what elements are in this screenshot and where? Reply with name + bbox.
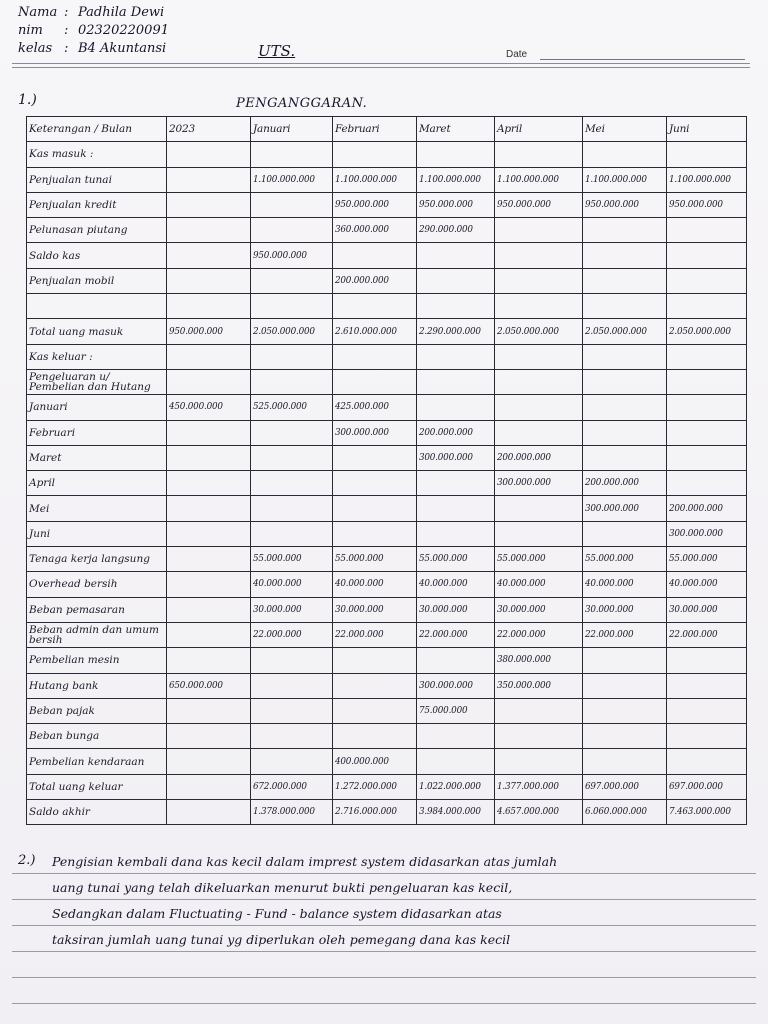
amount-cell bbox=[251, 471, 333, 496]
name-line bbox=[18, 6, 164, 19]
question-1-title: PENGANGGARAN. bbox=[236, 96, 368, 111]
name-sep: : bbox=[64, 5, 69, 20]
row-label: April bbox=[27, 471, 167, 496]
amount-cell: 450.000.000 bbox=[167, 395, 251, 420]
amount-cell: 697.000.000 bbox=[583, 774, 667, 799]
amount-cell: 22.000.000 bbox=[495, 622, 583, 647]
amount-cell bbox=[495, 369, 583, 394]
amount-cell: 30.000.000 bbox=[251, 597, 333, 622]
amount-cell bbox=[251, 521, 333, 546]
amount-cell: 200.000.000 bbox=[333, 268, 417, 293]
table-row bbox=[27, 294, 747, 319]
amount-cell: 30.000.000 bbox=[667, 597, 747, 622]
amount-cell: 525.000.000 bbox=[251, 395, 333, 420]
amount-cell bbox=[167, 369, 251, 394]
amount-cell bbox=[251, 344, 333, 369]
row-label: Kas masuk : bbox=[27, 142, 167, 167]
table-row bbox=[27, 395, 747, 420]
row-label: Beban bunga bbox=[27, 724, 167, 749]
row-label: Beban admin dan umum bersih bbox=[27, 622, 167, 647]
ruled-line bbox=[12, 899, 756, 900]
amount-cell: 200.000.000 bbox=[417, 420, 495, 445]
amount-cell bbox=[417, 142, 495, 167]
table-row bbox=[27, 698, 747, 723]
table-row bbox=[27, 800, 747, 825]
exam-title: UTS. bbox=[258, 42, 296, 60]
amount-cell: 290.000.000 bbox=[417, 218, 495, 243]
amount-cell bbox=[417, 496, 495, 521]
amount-cell bbox=[167, 268, 251, 293]
amount-cell: 75.000.000 bbox=[417, 698, 495, 723]
header-month: Mei bbox=[583, 117, 667, 142]
amount-cell bbox=[667, 294, 747, 319]
amount-cell bbox=[167, 521, 251, 546]
header-month: Februari bbox=[333, 117, 417, 142]
amount-cell bbox=[251, 420, 333, 445]
amount-cell bbox=[495, 218, 583, 243]
row-label: Beban pemasaran bbox=[27, 597, 167, 622]
amount-cell bbox=[251, 673, 333, 698]
amount-cell bbox=[251, 218, 333, 243]
amount-cell bbox=[583, 395, 667, 420]
amount-cell bbox=[167, 698, 251, 723]
amount-cell bbox=[667, 420, 747, 445]
amount-cell bbox=[495, 521, 583, 546]
table-row bbox=[27, 445, 747, 470]
answer-line-1: Pengisian kembali dana kas kecil dalam imprest system didasarkan atas jumlah bbox=[52, 854, 558, 869]
amount-cell bbox=[583, 420, 667, 445]
amount-cell bbox=[417, 471, 495, 496]
header-rule-2 bbox=[12, 67, 750, 68]
amount-cell bbox=[167, 167, 251, 192]
amount-cell: 1.100.000.000 bbox=[495, 167, 583, 192]
table-row bbox=[27, 572, 747, 597]
question-1-number: 1.) bbox=[18, 92, 37, 108]
header-rule bbox=[12, 63, 750, 64]
amount-cell: 1.100.000.000 bbox=[667, 167, 747, 192]
amount-cell bbox=[167, 547, 251, 572]
header-month: Juni bbox=[667, 117, 747, 142]
ruled-line bbox=[12, 951, 756, 952]
row-label bbox=[27, 294, 167, 319]
amount-cell: 55.000.000 bbox=[417, 547, 495, 572]
amount-cell bbox=[495, 268, 583, 293]
table-row bbox=[27, 192, 747, 217]
amount-cell bbox=[667, 395, 747, 420]
header-month: 2023 bbox=[167, 117, 251, 142]
amount-cell: 55.000.000 bbox=[495, 547, 583, 572]
amount-cell: 300.000.000 bbox=[417, 445, 495, 470]
table-row bbox=[27, 142, 747, 167]
amount-cell: 400.000.000 bbox=[333, 749, 417, 774]
amount-cell bbox=[251, 142, 333, 167]
amount-cell bbox=[583, 673, 667, 698]
row-label: Beban pajak bbox=[27, 698, 167, 723]
amount-cell: 950.000.000 bbox=[333, 192, 417, 217]
amount-cell bbox=[333, 243, 417, 268]
amount-cell: 40.000.000 bbox=[251, 572, 333, 597]
amount-cell bbox=[417, 749, 495, 774]
amount-cell bbox=[251, 294, 333, 319]
class-sep: : bbox=[64, 41, 69, 56]
amount-cell bbox=[667, 142, 747, 167]
row-label: Juni bbox=[27, 521, 167, 546]
amount-cell: 55.000.000 bbox=[667, 547, 747, 572]
amount-cell: 2.050.000.000 bbox=[583, 319, 667, 344]
table-header-row bbox=[27, 117, 747, 142]
amount-cell bbox=[251, 369, 333, 394]
amount-cell: 1.378.000.000 bbox=[251, 800, 333, 825]
amount-cell bbox=[495, 294, 583, 319]
amount-cell: 380.000.000 bbox=[495, 648, 583, 673]
table-row bbox=[27, 496, 747, 521]
amount-cell bbox=[583, 369, 667, 394]
amount-cell bbox=[333, 521, 417, 546]
amount-cell bbox=[583, 445, 667, 470]
amount-cell bbox=[333, 445, 417, 470]
amount-cell bbox=[583, 521, 667, 546]
amount-cell: 360.000.000 bbox=[333, 218, 417, 243]
row-label: Mei bbox=[27, 496, 167, 521]
table-row bbox=[27, 319, 747, 344]
amount-cell bbox=[167, 192, 251, 217]
amount-cell bbox=[667, 344, 747, 369]
amount-cell bbox=[667, 243, 747, 268]
amount-cell bbox=[667, 724, 747, 749]
amount-cell bbox=[417, 344, 495, 369]
date-label: Date bbox=[506, 49, 528, 60]
amount-cell bbox=[167, 648, 251, 673]
header-month: Januari bbox=[251, 117, 333, 142]
row-label: Pengeluaran u/ Pembelian dan Hutang bbox=[27, 369, 167, 394]
row-label: Tenaga kerja langsung bbox=[27, 547, 167, 572]
ruled-line bbox=[12, 1003, 756, 1004]
row-label: Pembelian kendaraan bbox=[27, 749, 167, 774]
amount-cell bbox=[333, 369, 417, 394]
row-label: Total uang keluar bbox=[27, 774, 167, 799]
amount-cell: 22.000.000 bbox=[333, 622, 417, 647]
amount-cell bbox=[495, 496, 583, 521]
amount-cell bbox=[167, 344, 251, 369]
amount-cell: 697.000.000 bbox=[667, 774, 747, 799]
row-label: Penjualan mobil bbox=[27, 268, 167, 293]
table-row bbox=[27, 673, 747, 698]
amount-cell: 300.000.000 bbox=[583, 496, 667, 521]
row-label: Saldo kas bbox=[27, 243, 167, 268]
amount-cell: 2.290.000.000 bbox=[417, 319, 495, 344]
amount-cell bbox=[251, 445, 333, 470]
amount-cell bbox=[333, 344, 417, 369]
answer-line-2: uang tunai yang telah dikeluarkan menurut bukti pengeluaran kas kecil, bbox=[52, 880, 513, 895]
question-2-number: 2.) bbox=[18, 853, 36, 868]
amount-cell bbox=[417, 395, 495, 420]
amount-cell: 30.000.000 bbox=[333, 597, 417, 622]
ruled-line bbox=[12, 873, 756, 874]
amount-cell: 1.377.000.000 bbox=[495, 774, 583, 799]
amount-cell: 2.610.000.000 bbox=[333, 319, 417, 344]
amount-cell bbox=[167, 218, 251, 243]
amount-cell bbox=[667, 648, 747, 673]
amount-cell: 4.657.000.000 bbox=[495, 800, 583, 825]
amount-cell: 40.000.000 bbox=[667, 572, 747, 597]
row-label: Pembelian mesin bbox=[27, 648, 167, 673]
amount-cell bbox=[583, 142, 667, 167]
table-row bbox=[27, 243, 747, 268]
header-month: Maret bbox=[417, 117, 495, 142]
amount-cell bbox=[167, 243, 251, 268]
amount-cell: 200.000.000 bbox=[495, 445, 583, 470]
nim-sep: : bbox=[64, 23, 69, 38]
table-row bbox=[27, 369, 747, 394]
table-row bbox=[27, 749, 747, 774]
table-row bbox=[27, 521, 747, 546]
class-value: B4 Akuntansi bbox=[78, 41, 167, 56]
amount-cell bbox=[167, 597, 251, 622]
ruled-line bbox=[12, 977, 756, 978]
amount-cell bbox=[333, 496, 417, 521]
table-row bbox=[27, 547, 747, 572]
amount-cell bbox=[333, 294, 417, 319]
amount-cell: 40.000.000 bbox=[495, 572, 583, 597]
amount-cell: 22.000.000 bbox=[667, 622, 747, 647]
amount-cell: 22.000.000 bbox=[417, 622, 495, 647]
amount-cell: 7.463.000.000 bbox=[667, 800, 747, 825]
amount-cell: 30.000.000 bbox=[417, 597, 495, 622]
amount-cell bbox=[667, 268, 747, 293]
amount-cell bbox=[495, 749, 583, 774]
amount-cell: 300.000.000 bbox=[417, 673, 495, 698]
amount-cell bbox=[667, 369, 747, 394]
amount-cell: 350.000.000 bbox=[495, 673, 583, 698]
amount-cell bbox=[251, 192, 333, 217]
row-label: Saldo akhir bbox=[27, 800, 167, 825]
amount-cell: 1.100.000.000 bbox=[583, 167, 667, 192]
amount-cell: 22.000.000 bbox=[251, 622, 333, 647]
amount-cell bbox=[251, 724, 333, 749]
amount-cell bbox=[251, 698, 333, 723]
amount-cell: 6.060.000.000 bbox=[583, 800, 667, 825]
amount-cell bbox=[417, 243, 495, 268]
table-row bbox=[27, 420, 747, 445]
amount-cell: 950.000.000 bbox=[667, 192, 747, 217]
amount-cell bbox=[667, 471, 747, 496]
amount-cell: 2.050.000.000 bbox=[495, 319, 583, 344]
amount-cell: 2.050.000.000 bbox=[667, 319, 747, 344]
amount-cell bbox=[167, 724, 251, 749]
amount-cell bbox=[583, 243, 667, 268]
amount-cell bbox=[167, 142, 251, 167]
table-row bbox=[27, 597, 747, 622]
amount-cell: 1.100.000.000 bbox=[417, 167, 495, 192]
amount-cell: 650.000.000 bbox=[167, 673, 251, 698]
ruled-line bbox=[12, 925, 756, 926]
amount-cell bbox=[167, 749, 251, 774]
amount-cell bbox=[417, 521, 495, 546]
amount-cell: 950.000.000 bbox=[417, 192, 495, 217]
amount-cell: 55.000.000 bbox=[333, 547, 417, 572]
amount-cell: 30.000.000 bbox=[583, 597, 667, 622]
amount-cell bbox=[333, 698, 417, 723]
header-description: Keterangan / Bulan bbox=[27, 117, 167, 142]
date-line bbox=[540, 59, 745, 60]
nim-value: 02320220091 bbox=[78, 23, 169, 38]
answer-line-4: taksiran jumlah uang tunai yg diperlukan oleh pemegang dana kas kecil bbox=[52, 932, 511, 947]
amount-cell bbox=[251, 648, 333, 673]
amount-cell bbox=[417, 648, 495, 673]
amount-cell: 300.000.000 bbox=[333, 420, 417, 445]
row-label: Maret bbox=[27, 445, 167, 470]
amount-cell bbox=[495, 243, 583, 268]
amount-cell bbox=[417, 369, 495, 394]
amount-cell bbox=[583, 749, 667, 774]
amount-cell: 22.000.000 bbox=[583, 622, 667, 647]
header-month: April bbox=[495, 117, 583, 142]
amount-cell bbox=[251, 749, 333, 774]
amount-cell bbox=[667, 218, 747, 243]
row-label: Hutang bank bbox=[27, 673, 167, 698]
amount-cell bbox=[333, 724, 417, 749]
table-row bbox=[27, 648, 747, 673]
amount-cell bbox=[667, 673, 747, 698]
amount-cell: 950.000.000 bbox=[251, 243, 333, 268]
amount-cell bbox=[583, 344, 667, 369]
table-row bbox=[27, 471, 747, 496]
table-row bbox=[27, 268, 747, 293]
amount-cell: 425.000.000 bbox=[333, 395, 417, 420]
amount-cell bbox=[583, 648, 667, 673]
table-row bbox=[27, 622, 747, 647]
table-row bbox=[27, 774, 747, 799]
name-key: Nama bbox=[18, 5, 58, 20]
row-label: Februari bbox=[27, 420, 167, 445]
amount-cell: 55.000.000 bbox=[583, 547, 667, 572]
amount-cell: 1.272.000.000 bbox=[333, 774, 417, 799]
amount-cell: 40.000.000 bbox=[417, 572, 495, 597]
amount-cell bbox=[667, 698, 747, 723]
amount-cell bbox=[333, 471, 417, 496]
amount-cell: 300.000.000 bbox=[667, 521, 747, 546]
amount-cell: 2.716.000.000 bbox=[333, 800, 417, 825]
amount-cell: 1.100.000.000 bbox=[251, 167, 333, 192]
table-row bbox=[27, 724, 747, 749]
amount-cell bbox=[167, 420, 251, 445]
amount-cell: 300.000.000 bbox=[495, 471, 583, 496]
table-row bbox=[27, 167, 747, 192]
amount-cell: 950.000.000 bbox=[495, 192, 583, 217]
table-row bbox=[27, 218, 747, 243]
amount-cell: 55.000.000 bbox=[251, 547, 333, 572]
class-key: kelas bbox=[18, 41, 53, 56]
answer-line-3: Sedangkan dalam Fluctuating - Fund - balance system didasarkan atas bbox=[52, 906, 502, 921]
amount-cell: 40.000.000 bbox=[583, 572, 667, 597]
amount-cell bbox=[167, 471, 251, 496]
row-label: Total uang masuk bbox=[27, 319, 167, 344]
amount-cell bbox=[583, 294, 667, 319]
amount-cell bbox=[583, 724, 667, 749]
amount-cell bbox=[495, 420, 583, 445]
amount-cell: 1.022.000.000 bbox=[417, 774, 495, 799]
amount-cell bbox=[667, 749, 747, 774]
amount-cell bbox=[583, 218, 667, 243]
amount-cell bbox=[333, 673, 417, 698]
budget-table bbox=[26, 116, 747, 825]
amount-cell: 1.100.000.000 bbox=[333, 167, 417, 192]
amount-cell bbox=[251, 268, 333, 293]
amount-cell bbox=[667, 445, 747, 470]
amount-cell: 30.000.000 bbox=[495, 597, 583, 622]
amount-cell bbox=[495, 698, 583, 723]
amount-cell bbox=[495, 395, 583, 420]
amount-cell bbox=[167, 774, 251, 799]
amount-cell bbox=[495, 724, 583, 749]
nim-line bbox=[18, 24, 169, 37]
name-value: Padhila Dewi bbox=[78, 5, 165, 20]
amount-cell bbox=[167, 294, 251, 319]
amount-cell bbox=[167, 622, 251, 647]
row-label: Januari bbox=[27, 395, 167, 420]
amount-cell bbox=[495, 344, 583, 369]
amount-cell bbox=[333, 142, 417, 167]
amount-cell bbox=[167, 800, 251, 825]
amount-cell: 40.000.000 bbox=[333, 572, 417, 597]
amount-cell: 672.000.000 bbox=[251, 774, 333, 799]
amount-cell: 950.000.000 bbox=[583, 192, 667, 217]
table-row bbox=[27, 344, 747, 369]
row-label: Pelunasan piutang bbox=[27, 218, 167, 243]
row-label: Overhead bersih bbox=[27, 572, 167, 597]
nim-key: nim bbox=[18, 23, 43, 38]
row-label: Kas keluar : bbox=[27, 344, 167, 369]
amount-cell bbox=[333, 648, 417, 673]
amount-cell bbox=[167, 496, 251, 521]
amount-cell bbox=[251, 496, 333, 521]
row-label: Penjualan kredit bbox=[27, 192, 167, 217]
amount-cell bbox=[583, 698, 667, 723]
amount-cell: 950.000.000 bbox=[167, 319, 251, 344]
class-line bbox=[18, 42, 166, 55]
amount-cell: 3.984.000.000 bbox=[417, 800, 495, 825]
amount-cell bbox=[583, 268, 667, 293]
amount-cell bbox=[167, 572, 251, 597]
amount-cell bbox=[495, 142, 583, 167]
amount-cell bbox=[417, 294, 495, 319]
amount-cell bbox=[167, 445, 251, 470]
amount-cell: 200.000.000 bbox=[583, 471, 667, 496]
amount-cell bbox=[417, 268, 495, 293]
amount-cell: 2.050.000.000 bbox=[251, 319, 333, 344]
row-label: Penjualan tunai bbox=[27, 167, 167, 192]
amount-cell: 200.000.000 bbox=[667, 496, 747, 521]
amount-cell bbox=[417, 724, 495, 749]
